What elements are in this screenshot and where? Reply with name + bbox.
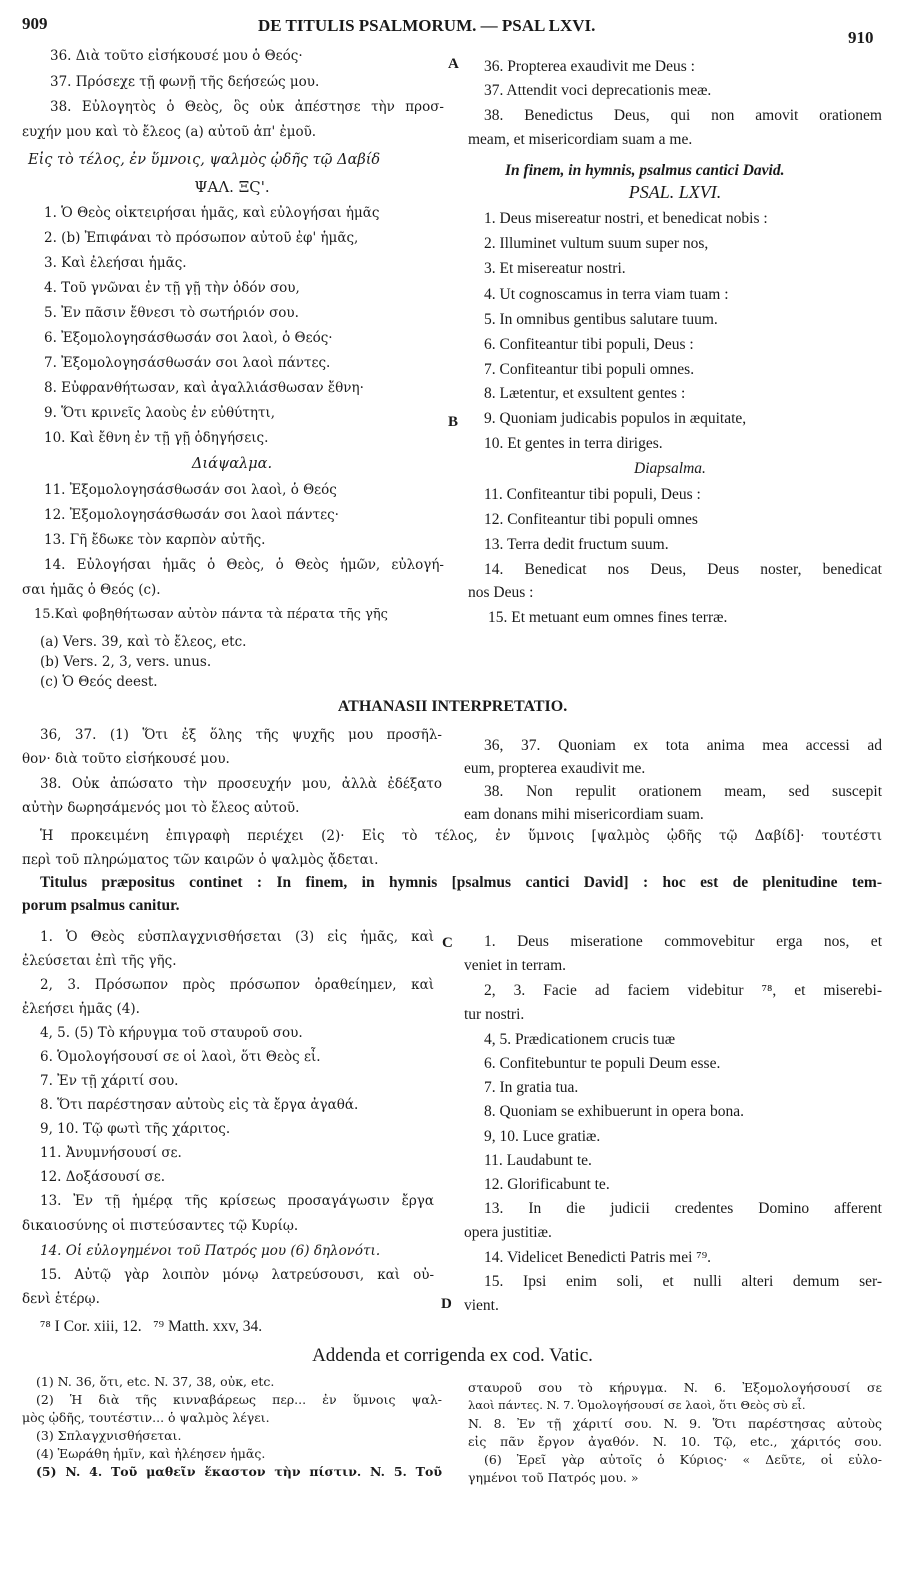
latin-verse: 13. In die judicii credentes Domino afferent xyxy=(484,1200,882,1217)
latin-diapsalma: Diapsalma. xyxy=(634,460,706,477)
latin-verse: 4, 5. Prædicationem crucis tuæ xyxy=(484,1031,676,1048)
addenda-right-line: λαοὶ πάντες. N. 7. Ὁμολογήσουσί σε λαοὶ, ὅτι Θεὸς σὺ εἶ. xyxy=(468,1398,806,1412)
greek-verse: 12. Δοξάσουσί σε. xyxy=(40,1169,166,1185)
greek-line: 36. Διὰ τοῦτο εἰσήκουσέ μου ὁ Θεός· xyxy=(50,48,303,64)
addenda-left-line: (2) Ἡ διὰ τῆς κινναβάρεως περ... ἐν ὕμνοις ψαλ- xyxy=(36,1392,442,1407)
greek-verse: 8. Εὐφρανθήτωσαν, καὶ ἀγαλλιάσθωσαν ἔθνη· xyxy=(44,380,364,396)
addenda-left-line: (4) Ἑωράθη ἡμῖν, καὶ ἠλέησεν ἡμᾶς. xyxy=(36,1446,266,1461)
note-line: (a) Vers. 39, καὶ τὸ ἔλεος, etc. xyxy=(40,634,247,650)
latin-verse: 13. Terra dedit fructum suum. xyxy=(484,536,669,553)
addenda-heading: Addenda et corrigenda ex cod. Vatic. xyxy=(312,1345,593,1366)
latin-line: eam donans mihi misericordiam suam. xyxy=(464,806,704,823)
greek-verse: σαι ἡμᾶς ὁ Θεός (c). xyxy=(22,582,161,598)
greek-verse: 2, 3. Πρόσωπον πρὸς πρόσωπον ὀραθείημεν, καὶ xyxy=(40,977,434,993)
greek-psalm-number: ΨΑΛ. ΞϚ'. xyxy=(194,178,270,196)
greek-verse: δικαιοσύνης οἱ πιστεύσαντες τῷ Κυρίῳ. xyxy=(22,1218,299,1234)
latin-line: 36. Propterea exaudivit me Deus : xyxy=(484,58,695,75)
greek-verse: 1. Ὁ Θεὸς εὐσπλαγχνισθήσεται (3) εἰς ἡμᾶς, καὶ xyxy=(40,929,434,945)
greek-verse: 13. Ἐν τῇ ἡμέρᾳ τῆς κρίσεως προσαγάγωσιν ἔργα xyxy=(40,1193,434,1209)
latin-verse: 2, 3. Facie ad faciem videbitur ⁷⁸, et miserebi- xyxy=(484,982,882,999)
page-number-right: 910 xyxy=(848,28,874,47)
greek-verse: 9. Ὅτι κρινεῖς λαοὺς ἐν εὐθύτητι, xyxy=(44,405,275,421)
greek-verse: 11. Ἀνυμνήσουσί σε. xyxy=(40,1145,182,1161)
addenda-left-line: (1) N. 36, ὅτι, etc. N. 37, 38, οὐκ, etc. xyxy=(36,1374,275,1389)
page-number-left: 909 xyxy=(22,14,48,33)
latin-verse: 6. Confiteantur tibi populi, Deus : xyxy=(484,336,694,353)
addenda-right-line: σταυροῦ σου τὸ κήρυγμα. N. 6. Ἐξομολογήσουσί σε xyxy=(468,1380,882,1395)
latin-line: 38. Non repulit orationem meam, sed suscepit xyxy=(484,783,882,800)
latin-psalm-title: In finem, in hymnis, psalmus cantici David. xyxy=(505,162,785,179)
latin-verse: 7. Confiteantur tibi populi omnes. xyxy=(484,361,695,378)
latin-line: 36, 37. Quoniam ex tota anima mea accessi ad xyxy=(484,737,882,754)
wide-line: Titulus præpositus continet : In finem, in hymnis [psalmus cantici David] : hoc est de plenitudine tem- xyxy=(40,874,882,891)
latin-verse: 12. Confiteantur tibi populi omnes xyxy=(484,511,698,528)
latin-verse: 4. Ut cognoscamus in terra viam tuam : xyxy=(484,286,729,303)
latin-verse: 11. Confiteantur tibi populi, Deus : xyxy=(484,486,701,503)
greek-verse: 7. Ἐξομολογησάσθωσάν σοι λαοὶ πάντες. xyxy=(44,355,331,371)
latin-verse: 10. Et gentes in terra diriges. xyxy=(484,435,663,452)
greek-verse: 7. Ἐν τῇ χάριτί σου. xyxy=(40,1073,179,1089)
greek-verse: 4, 5. (5) Τὸ κήρυγμα τοῦ σταυροῦ σου. xyxy=(40,1025,303,1041)
addenda-left-line: (5) N. 4. Τοῦ μαθεῖν ἕκαστον τὴν πίστιν. N. 5. Τοῦ xyxy=(36,1464,442,1479)
latin-verse: veniet in terram. xyxy=(464,957,566,974)
latin-verse: 6. Confitebuntur te populi Deum esse. xyxy=(484,1055,721,1072)
latin-verse: 12. Glorificabunt te. xyxy=(484,1176,610,1193)
greek-verse: 13. Γῆ ἔδωκε τὸν καρπὸν αὐτῆς. xyxy=(44,532,266,548)
wide-line: περὶ τοῦ πληρώματος τῶν καιρῶν ὁ ψαλμὸς ᾄδεται. xyxy=(22,852,379,868)
latin-verse: 9, 10. Luce gratiæ. xyxy=(484,1128,601,1145)
greek-verse: 15. Αὐτῷ γὰρ λοιπὸν μόνῳ λατρεύσουσι, καὶ οὐ- xyxy=(40,1267,434,1283)
latin-verse: vient. xyxy=(464,1297,499,1314)
greek-diapsalma: Διάψαλμα. xyxy=(191,456,273,472)
latin-verse: nos Deus : xyxy=(468,584,534,601)
greek-verse: 3. Καὶ ἐλεήσαι ἡμᾶς. xyxy=(44,255,187,271)
latin-verse: 8. Quoniam se exhibuerunt in opera bona. xyxy=(484,1103,744,1120)
latin-verse: tur nostri. xyxy=(464,1006,525,1023)
section-heading: ATHANASII INTERPRETATIO. xyxy=(337,698,568,715)
greek-verse: 9, 10. Τῷ φωτὶ τῆς χάριτος. xyxy=(40,1121,231,1137)
note-line: (c) Ὁ Θεός deest. xyxy=(40,674,158,690)
greek-psalm-title: Εἰς τὸ τέλος, ἐν ὕμνοις, ψαλμὸς ᾠδῆς τῷ Δαβίδ xyxy=(28,152,381,168)
greek-verse: 4. Τοῦ γνῶναι ἐν τῇ γῇ τὴν ὁδόν σου, xyxy=(44,280,300,296)
greek-verse: 11. Ἐξομολογησάσθωσάν σοι λαοὶ, ὁ Θεός xyxy=(44,482,337,498)
greek-line: 36, 37. (1) Ὅτι ἐξ ὅλης τῆς ψυχῆς μου προσῆλ- xyxy=(40,727,442,743)
latin-verse: 9. Quoniam judicabis populos in æquitate, xyxy=(484,410,747,427)
greek-verse: 8. Ὅτι παρέστησαν αὐτοὺς εἰς τὰ ἔργα ἀγαθά. xyxy=(40,1097,359,1113)
margin-letter-c: C xyxy=(442,935,453,951)
latin-line: eum, propterea exaudivit me. xyxy=(464,760,646,777)
greek-line: 38. Εὐλογητὸς ὁ Θεὸς, ὃς οὐκ ἀπέστησε τὴν προσ- xyxy=(50,99,444,115)
greek-verse: 1. Ὁ Θεὸς οἰκτειρήσαι ἡμᾶς, καὶ εὐλογήσαι ἡμᾶς xyxy=(44,205,380,221)
addenda-right-line: N. 8. Ἐν τῇ χάριτί σου. N. 9. Ὅτι παρέστησας αὐτοὺς xyxy=(468,1416,882,1431)
margin-letter-a: A xyxy=(448,56,459,72)
wide-line: porum psalmus canitur. xyxy=(22,897,180,914)
note-line: (b) Vers. 2, 3, vers. unus. xyxy=(40,654,212,670)
latin-line: meam, et misericordiam suam a me. xyxy=(468,131,693,148)
greek-verse: ἐλεύσεται ἐπὶ τῆς γῆς. xyxy=(22,953,177,969)
latin-verse: 1. Deus misereatur nostri, et benedicat nobis : xyxy=(484,210,768,227)
wide-line: Ἡ προκειμένη ἐπιγραφὴ περιέχει (2)· Εἰς τὸ τέλος, ἐν ὕμνοις [ψαλμὸς ᾠδῆς τῷ Δαβίδ]· τουτέστι xyxy=(40,828,882,844)
latin-verse: 2. Illuminet vultum suum super nos, xyxy=(484,235,709,252)
latin-verse: opera justitiæ. xyxy=(464,1224,552,1241)
greek-verse: 6. Ὁμολογήσουσί σε οἱ λαοὶ, ὅτι Θεὸς εἶ. xyxy=(40,1049,321,1065)
greek-verse: 6. Ἐξομολογησάσθωσάν σοι λαοὶ, ὁ Θεός· xyxy=(44,330,333,346)
margin-letter-b: B xyxy=(448,414,459,430)
greek-line: ευχήν μου καὶ τὸ ἔλεος (a) αὐτοῦ ἀπ' ἐμοῦ. xyxy=(22,124,317,140)
latin-verse: 15. Et metuant eum omnes fines terræ. xyxy=(488,609,728,626)
greek-verse: 12. Ἐξομολογησάσθωσάν σοι λαοὶ πάντες· xyxy=(44,507,339,523)
addenda-left-line: (3) Σπλαγχνισθήσεται. xyxy=(36,1428,182,1443)
greek-line: αὐτὴν δωρησάμενός μοι τὸ ἔλεος αὐτοῦ. xyxy=(22,800,300,816)
latin-verse: 14. Benedicat nos Deus, Deus noster, benedicat xyxy=(484,561,882,578)
addenda-right-line: γημένοι τοῦ Πατρός μου. » xyxy=(468,1470,639,1485)
greek-line: θον· διὰ τοῦτο εἰσήκουσέ μου. xyxy=(22,751,230,767)
greek-verse: δενὶ ἑτέρῳ. xyxy=(22,1291,100,1307)
latin-verse: 14. Videlicet Benedicti Patris mei ⁷⁹. xyxy=(484,1249,711,1266)
margin-letter-d: D xyxy=(441,1296,452,1312)
greek-verse: 14. Εὐλογήσαι ἡμᾶς ὁ Θεὸς, ὁ Θεὸς ἡμῶν, εὐλογή- xyxy=(44,557,444,573)
latin-verse: 1. Deus miseratione commovebitur erga nos, et xyxy=(484,933,882,950)
greek-verse: 2. (b) Ἐπιφάναι τὸ πρόσωπον αὐτοῦ ἐφ' ἡμᾶς, xyxy=(44,230,359,246)
latin-verse: 8. Lætentur, et exsultent gentes : xyxy=(484,385,686,402)
latin-line: 38. Benedictus Deus, qui non amovit orationem xyxy=(484,107,882,124)
footnote: ⁷⁸ I Cor. xiii, 12. ⁷⁹ Matth. xxv, 34. xyxy=(40,1318,263,1335)
latin-verse: 5. In omnibus gentibus salutare tuum. xyxy=(484,311,718,328)
greek-line: 37. Πρόσεχε τῇ φωνῇ τῆς δεήσεώς μου. xyxy=(50,74,320,90)
latin-line: 37. Attendit voci deprecationis meæ. xyxy=(484,82,712,99)
greek-verse: 10. Καὶ ἔθνη ἐν τῇ γῇ ὁδηγήσεις. xyxy=(44,430,269,446)
greek-verse: ἐλεήσει ἡμᾶς (4). xyxy=(22,1001,140,1017)
greek-verse: 15.Καὶ φοβηθήτωσαν αὐτὸν πάντα τὰ πέρατα τῆς γῆς xyxy=(34,607,388,622)
addenda-right-line: (6) Ἐρεῖ γὰρ αὐτοῖς ὁ Κύριος· « Δεῦτε, οἱ εὐλο- xyxy=(484,1452,882,1467)
latin-verse: 11. Laudabunt te. xyxy=(484,1152,592,1169)
latin-verse: 7. In gratia tua. xyxy=(484,1079,579,1096)
latin-verse: 15. Ipsi enim soli, et nulli alteri demum ser- xyxy=(484,1273,882,1290)
addenda-right-line: εἰς πᾶν ἔργον ἀγαθόν. N. 10. Τῷ, etc., χάριτός σου. xyxy=(468,1434,882,1449)
greek-verse: 14. Οἱ εὐλογημένοι τοῦ Πατρός μου (6) δηλονότι. xyxy=(40,1243,381,1259)
latin-psalm-number: PSAL. LXVI. xyxy=(628,182,722,202)
greek-verse: 5. Ἐν πᾶσιν ἔθνεσι τὸ σωτήριόν σου. xyxy=(44,305,299,321)
greek-line: 38. Οὐκ ἀπώσατο τὴν προσευχήν μου, ἀλλὰ ἐδέξατο xyxy=(40,776,442,792)
running-title: DE TITULIS PSALMORUM. — PSAL LXVI. xyxy=(258,16,596,35)
latin-verse: 3. Et misereatur nostri. xyxy=(484,260,626,277)
addenda-left-line: μὸς ᾠδῆς, τουτέστιν... ὁ ψαλμὸς λέγει. xyxy=(22,1410,270,1425)
